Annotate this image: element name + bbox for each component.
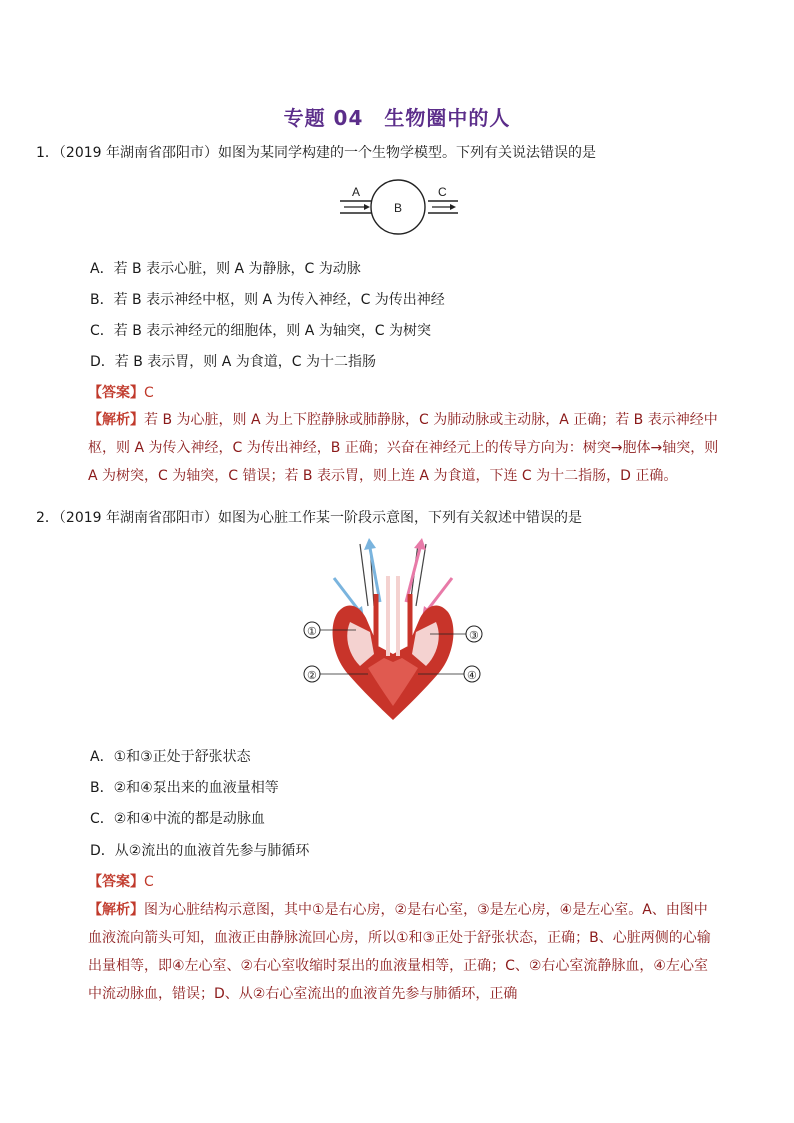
label-c: C <box>438 185 447 199</box>
analysis-tag: 【解析】 <box>88 412 144 428</box>
q1-answer <box>88 382 154 402</box>
label-1: ① <box>307 626 317 638</box>
label-3: ③ <box>469 630 479 642</box>
q2-analysis <box>88 896 720 1008</box>
answer-tag: 【答案】 <box>88 874 144 890</box>
q1-option-b: B．若 B 表示神经中枢，则 A 为传入神经，C 为传出神经 <box>90 292 445 308</box>
label-2: ② <box>307 670 317 682</box>
q1-option-c: C．若 B 表示神经元的细胞体，则 A 为轴突，C 为树突 <box>90 323 431 339</box>
answer-tag: 【答案】 <box>88 385 144 401</box>
question-2-stem: 2．（2019 年湖南省邵阳市）如图为心脏工作某一阶段示意图，下列有关叙述中错误的是 <box>36 510 582 526</box>
q1-option-a: A．若 B 表示心脏，则 A 为静脉，C 为动脉 <box>90 261 361 277</box>
analysis-line: 枢，则 A 为传入神经，C 为传出神经，B 正确；兴奋在神经元上的传导方向为：树突→胞体→轴突，则 <box>88 440 719 456</box>
analysis-tag: 【解析】 <box>88 902 144 918</box>
answer-value: C <box>144 874 154 890</box>
question-1-stem: 1．（2019 年湖南省邵阳市）如图为某同学构建的一个生物学模型。下列有关说法错误的是 <box>36 145 596 161</box>
analysis-line: 血液流向箭头可知，血液正由静脉流回心房，所以①和③正处于舒张状态，正确；B、心脏两侧的心输 <box>88 930 711 946</box>
analysis-line: 出量相等，即④左心室、②右心室收缩时泵出的血液量相等，正确；C、②右心室流静脉血，④左心室 <box>88 958 708 974</box>
q1-analysis <box>88 406 720 490</box>
label-b: B <box>394 201 403 215</box>
label-4: ④ <box>467 670 477 682</box>
question-2-heart-diagram <box>298 536 488 726</box>
q2-option-b: B．②和④泵出来的血液量相等 <box>90 780 279 796</box>
analysis-line: 若 B 为心脏，则 A 为上下腔静脉或肺静脉，C 为肺动脉或主动脉，A 正确；若 B 表示神经中 <box>144 412 718 428</box>
q2-option-a: A．①和③正处于舒张状态 <box>90 749 251 765</box>
q1-option-d: D．若 B 表示胃，则 A 为食道，C 为十二指肠 <box>90 354 376 370</box>
q2-option-c: C．②和④中流的都是动脉血 <box>90 811 265 827</box>
answer-value: C <box>144 385 154 401</box>
question-1-model-diagram <box>336 176 466 238</box>
label-a: A <box>352 185 361 199</box>
analysis-line: 中流动脉血，错误；D、从②右心室流出的血液首先参与肺循环，正确 <box>88 986 518 1002</box>
q2-option-d: D．从②流出的血液首先参与肺循环 <box>90 843 310 859</box>
q2-answer <box>88 871 154 891</box>
analysis-line: 图为心脏结构示意图，其中①是右心房，②是右心室，③是左心房，④是左心室。A、由图中 <box>144 902 708 918</box>
page-title: 专题 04 生物圈中的人 <box>283 106 511 130</box>
analysis-line: A 为树突，C 为轴突，C 错误；若 B 表示胃，则上连 A 为食道，下连 C 为十二指肠，D 正确。 <box>88 468 678 484</box>
